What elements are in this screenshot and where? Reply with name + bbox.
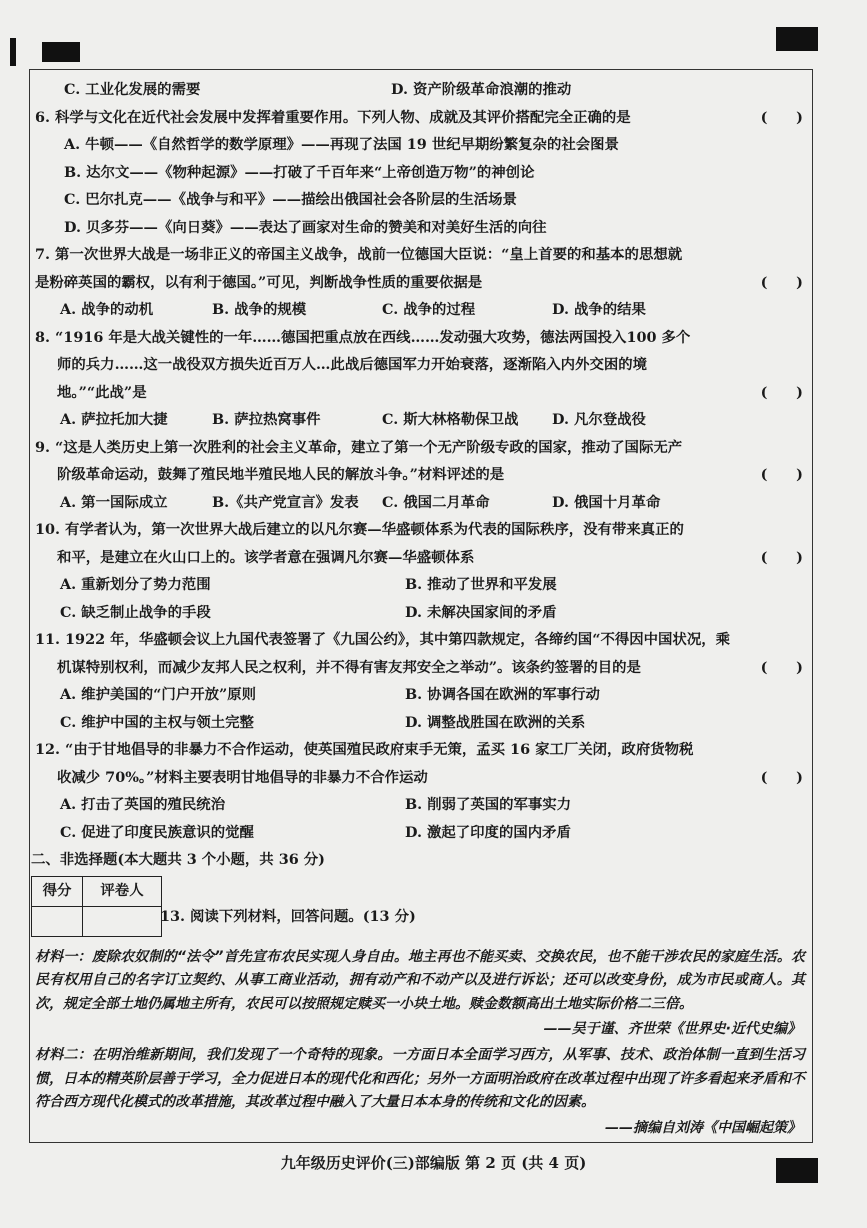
q12-stem-line1: 12. “由于甘地倡导的非暴力不合作运动，使英国殖民政府束手无策，孟买 16 家工厂关闭，政府货物税 bbox=[35, 741, 694, 758]
q8-stem-line1: 8. “1916 年是大战关键性的一年……德国把重点放在西线……发动强大攻势，德法两国投入100 多个 bbox=[35, 328, 691, 346]
registration-mark-top-left bbox=[42, 42, 80, 62]
q8-stem-line2: 师的兵力……这一战役双方损失近百万人…此战后德国军力开始衰落，逐渐陷入内外交困的境 bbox=[57, 356, 648, 373]
q6-stem-text: 6. 科学与文化在近代社会发展中发挥着重要作用。下列人物、成就及其评价搭配完全正确的是 bbox=[35, 108, 631, 126]
q7-option-d: D. 战争的结果 bbox=[552, 301, 646, 318]
q12-option-b: B. 削弱了英国的军事实力 bbox=[405, 796, 572, 813]
material1-source: ——吴于谨、齐世荣《世界史·近代史编》 bbox=[543, 1021, 801, 1037]
q9-options bbox=[35, 489, 805, 517]
q7-options bbox=[35, 296, 805, 324]
q9-option-d: D. 俄国十月革命 bbox=[552, 493, 661, 511]
q12-option-a: A. 打击了英国的殖民统治 bbox=[60, 796, 226, 813]
exam-content bbox=[31, 76, 805, 1141]
q10-option-b: B. 推动了世界和平发展 bbox=[405, 576, 557, 593]
q12-stem-text: 收减少 70%。”材料主要表明甘地倡导的非暴力不合作运动 bbox=[57, 768, 428, 786]
q12-option-d: D. 激起了印度的国内矛盾 bbox=[405, 823, 571, 841]
q8-option-b: B. 萨拉热窝事件 bbox=[212, 411, 321, 428]
q11-option-d: D. 调整战胜国在欧洲的关系 bbox=[405, 713, 586, 731]
q8-stem-line3 bbox=[35, 379, 805, 407]
q11-answer-blank: ( ) bbox=[760, 658, 803, 676]
score-area bbox=[35, 876, 805, 940]
q9-option-a: A. 第一国际成立 bbox=[60, 493, 168, 511]
q11-options bbox=[35, 681, 805, 736]
q7-answer-blank: ( ) bbox=[760, 273, 803, 291]
q8-options bbox=[35, 406, 805, 434]
q6-answer-blank: ( ) bbox=[760, 108, 803, 126]
q12-stem-line2 bbox=[35, 764, 805, 792]
grader-cell[interactable] bbox=[83, 906, 162, 936]
q9-answer-blank: ( ) bbox=[760, 466, 803, 483]
q10-option-c: C. 缺乏制止战争的手段 bbox=[60, 603, 211, 621]
q11-option-c: C. 维护中国的主权与领土完整 bbox=[60, 713, 254, 731]
q8-answer-blank: ( ) bbox=[760, 383, 803, 401]
q6-option-b: B. 达尔文——《物种起源》——打破了千百年来“上帝创造万物”的神创论 bbox=[64, 163, 535, 181]
q6-option-a: A. 牛顿——《自然哲学的数学原理》——再现了法国 19 世纪早期纷繁复杂的社会图景 bbox=[64, 136, 619, 153]
q9-stem-line1: 9. “这是人类历史上第一次胜利的社会主义革命，建立了第一个无产阶级专政的国家，推动了国际无产 bbox=[35, 438, 683, 456]
q8-stem-text: 地。”“此战”是 bbox=[57, 383, 147, 401]
q6-option-d: D. 贝多芬——《向日葵》——表达了画家对生命的赞美和对美好生活的向往 bbox=[64, 218, 547, 236]
q10-options bbox=[35, 571, 805, 626]
q9-stem-line2 bbox=[35, 461, 805, 489]
q11-stem-text: 机谋特别权利，而减少友邦人民之权利，并不得有害友邦安全之举动”。该条约签署的目的是 bbox=[57, 658, 641, 676]
q8-option-a: A. 萨拉托加大捷 bbox=[60, 411, 168, 428]
q7-stem-line1: 7. 第一次世界大战是一场非正义的帝国主义战争，战前一位德国大臣说：“皇上首要的和基本的思想就 bbox=[35, 246, 683, 263]
q10-stem-text: 和平，是建立在火山口上的。该学者意在强调凡尔赛—华盛顿体系 bbox=[57, 548, 475, 566]
q13-stem: 13. 阅读下列材料，回答问题。(13 分) bbox=[160, 907, 416, 925]
material2-text: 材料二：在明治维新期间，我们发现了一个奇特的现象。一方面日本全面学习西方，从军事、技术、政治体制一直到生活习惯，日本的精英阶层善于学习，全力促进日本的现代化和西化；另外一方面明治政府在改革过程中出现了许多看起来矛盾和不符合西方现代化模式的改革措施，其改革过程中融入了大量日本本身的传统和文化的因素。 bbox=[35, 1047, 805, 1110]
q9-option-b: B.《共产党宣言》发表 bbox=[212, 493, 359, 511]
q10-option-d: D. 未解决国家间的矛盾 bbox=[405, 603, 557, 621]
q7-option-a: A. 战争的动机 bbox=[60, 301, 154, 318]
q7-option-b: B. 战争的规模 bbox=[212, 301, 307, 318]
q9-option-c: C. 俄国二月革命 bbox=[382, 493, 490, 511]
q10-stem-line2 bbox=[35, 544, 805, 572]
material1-text: 材料一：废除农奴制的“法令”首先宣布农民实现人身自由。地主再也不能买卖、交换农民，也不能干涉农民的家庭生活。农民有权用自己的名字订立契约、从事工商业活动，拥有动产和不动产以及进行诉讼；还可以改变身份，成为市民或商人。其次，规定全部土地仍属地主所有，农民可以按照规定赎买一小块土地。赎金数额高出土地实际价格二三倍。 bbox=[35, 948, 805, 1012]
q5-options bbox=[35, 76, 805, 104]
score-label: 得分 bbox=[32, 876, 83, 906]
registration-mark-left-edge bbox=[10, 38, 16, 66]
score-table bbox=[31, 876, 162, 937]
q10-stem-line1: 10. 有学者认为，第一次世界大战后建立的以凡尔赛—华盛顿体系为代表的国际秩序，没有带来真正的 bbox=[35, 521, 684, 538]
q8-option-c: C. 斯大林格勒保卫战 bbox=[382, 411, 519, 428]
q6-option-c: C. 巴尔扎克——《战争与和平》——描绘出俄国社会各阶层的生活场景 bbox=[64, 191, 517, 208]
page-footer: 九年级历史评价(三)部编版 第 2 页 (共 4 页) bbox=[280, 1154, 587, 1172]
q12-answer-blank: ( ) bbox=[760, 768, 803, 786]
q7-stem-text: 是粉碎英国的霸权，以有利于德国。”可见，判断战争性质的重要依据是 bbox=[35, 273, 483, 291]
q7-option-c: C. 战争的过程 bbox=[382, 301, 476, 318]
registration-mark-top-right bbox=[776, 27, 818, 51]
material2-source: ——摘编自刘涛《中国崛起策》 bbox=[605, 1119, 801, 1136]
q9-stem-text: 阶级革命运动，鼓舞了殖民地半殖民地人民的解放斗争。”材料评述的是 bbox=[57, 466, 505, 483]
grader-label: 评卷人 bbox=[83, 876, 162, 906]
q5-option-d: D. 资产阶级革命浪潮的推动 bbox=[391, 81, 572, 98]
q10-option-a: A. 重新划分了势力范围 bbox=[60, 576, 211, 593]
q5-option-c: C. 工业化发展的需要 bbox=[64, 81, 201, 98]
q11-stem-line2 bbox=[35, 654, 805, 682]
q11-stem-line1: 11. 1922 年，华盛顿会议上九国代表签署了《九国公约》，其中第四款规定，各缔约国“不得因中国状况，乘 bbox=[35, 631, 730, 648]
section2-title: 二、非选择题(本大题共 3 个小题，共 36 分) bbox=[31, 851, 325, 868]
q8-option-d: D. 凡尔登战役 bbox=[552, 411, 646, 428]
q11-option-a: A. 维护美国的“门户开放”原则 bbox=[60, 686, 257, 703]
q12-options bbox=[35, 791, 805, 846]
q7-stem-line2 bbox=[35, 269, 805, 297]
score-cell[interactable] bbox=[32, 906, 83, 936]
q6-stem bbox=[35, 104, 805, 132]
q10-answer-blank: ( ) bbox=[760, 548, 803, 566]
q11-option-b: B. 协调各国在欧洲的军事行动 bbox=[405, 686, 600, 703]
q12-option-c: C. 促进了印度民族意识的觉醒 bbox=[60, 823, 254, 841]
